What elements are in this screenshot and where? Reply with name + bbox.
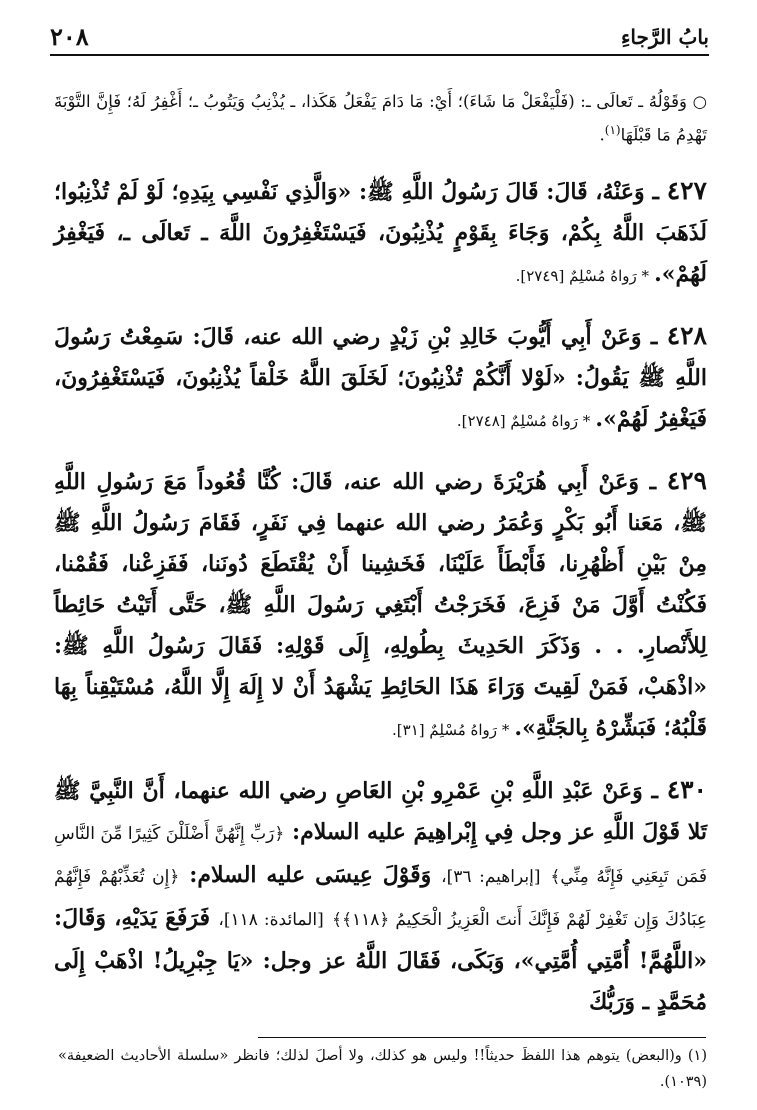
verse-ref-1: [إبراهيم: ٣٦]، (441, 866, 541, 887)
footnote-ref: (١) (604, 123, 621, 137)
intro-text: ○ وَقَوْلُهُ ـ تَعالَى ـ: (فَلْيَفْعَلْ مَا شَاءَ)؛ أَيْ: مَا دَامَ يَفْعَلُ هَكَذا، ـ يُذْنِبُ وَيَتُوبُ ـ؛ أَغْفِرُ لَهُ؛ فَإِنَّ التَّوْبَةَ تَهْدِمُ مَا قَبْلَهَا (54, 92, 707, 145)
hadith-text: ـ وَعَنْ أَبِي هُرَيْرَةَ رضي الله عنه، قَالَ: كُنَّا قُعُوداً مَعَ رَسُولِ اللَّهِ ﷺ، مَعَنا أَبُو بَكْرٍ وَعُمَرُ رضي الله عنهما فِي نَفَرٍ، فَقَامَ رَسُولُ اللَّهِ ﷺ مِنْ بَيْنِ أَظْهُرِنا، فَأَبْطَأَ عَلَيْنَا، فَخَشِينا أَنْ يُقْتَطَعَ دُونَنا، فَفَزِعْنا، فَقُمْنا، فَكُنْتُ أَوَّلَ مَنْ فَزِعَ، فَخَرَجْتُ أَبْتَغِي رَسُولَ اللَّهِ ﷺ، حَتَّى أَتَيْتُ حَائِطاً لِلأَنْصارِ. . . وَذَكَرَ الحَدِيثَ بِطُولِهِ، إِلَى قَوْلِهِ: فَقَالَ رَسُولُ اللَّهِ ﷺ: «اذْهَبْ، فَمَنْ لَقِيتَ وَرَاءَ هَذَا الحَائِطِ يَشْهَدُ أَنْ لا إِلَهَ إِلَّا اللَّهُ، مُسْتَيْقِناً بِهَا قَلْبُهُ؛ فَبَشِّرْهُ بِالجَنَّةِ». (54, 468, 707, 741)
verse-ref-2: [المائدة: ١١٨]، (218, 909, 324, 930)
hadith-text: ـ وَعَنْ أَبِي أَيُّوبَ خَالِدِ بْنِ زَيْدٍ رضي الله عنه، قَالَ: سَمِعْتُ رَسُولَ اللَّهِ ﷺ يَقُولُ: «لَوْلا أَنَّكُمْ تُذْنِبُونَ؛ لَخَلَقَ اللَّهُ خَلْقاً يُذْنِبُونَ، فَيَسْتَغْفِرُونَ، فَيَغْفِرُ لَهُمْ». (54, 323, 707, 432)
footnote-divider (258, 1037, 706, 1038)
intro-end: . (599, 125, 605, 145)
hadith-number: ٤٢٨ (666, 320, 707, 350)
hadith-number: ٤٢٩ (666, 465, 707, 495)
hadith-text-part2: وَقَوْلَ عِيسَى عليه السلام: (189, 861, 432, 888)
hadith-text-part3: فَرَفَعَ يَدَيْهِ، وَقَالَ: «اللَّهُمَّ! أُمَّتِي أُمَّتِي»، وَبَكَى، فَقَالَ اللَّهُ عز وجل: «يَا جِبْرِيلُ! اذْهَبْ إِلَى مُحَمَّدٍ ـ وَرَبُّكَ (54, 904, 707, 1015)
hadith-430 (54, 769, 707, 1023)
page-header (50, 14, 709, 56)
footnote: (١) و(البعض) يتوهم هذا اللفظَ حديثاً!! وليس هو كذلك، ولا أصلَ لذلك؛ فانظر «سلسلة الأحاديث الضعيفة» (١٠٣٩). (58, 1048, 707, 1090)
intro-paragraph (54, 88, 707, 150)
hadith-429 (54, 460, 707, 749)
running-title: بابُ الرَّجاءِ (621, 25, 709, 49)
hadith-source: * رَواهُ مُسْلِمٌ [٢٧٤٩]. (515, 266, 649, 285)
page-number: ٢٠٨ (50, 22, 89, 51)
hadith-text: ـ وَعَنْهُ، قَالَ: قَالَ رَسُولُ اللَّهِ ﷺ: «وَالَّذِي نَفْسِي بِيَدِهِ؛ لَوْ لَمْ تُذْنِبُوا؛ لَذَهَبَ اللَّهُ بِكُمْ، وَجَاءَ بِقَوْمٍ يُذْنِبُونَ، فَيَسْتَغْفِرُونَ اللَّهَ ـ تَعالَى ـ، فَيَغْفِرُ لَهُمْ». (54, 178, 707, 287)
hadith-number: ٤٣٠ (666, 774, 707, 804)
hadith-text-part1: ـ وَعَنْ عَبْدِ اللَّهِ بْنِ عَمْرِو بْنِ العَاصِ رضي الله عنهما، أَنَّ النَّبِيَّ ﷺ تَلا قَوْلَ اللَّهِ عز وجل فِي إِبْراهِيمَ عليه السلام: (54, 777, 707, 845)
quran-verse-2: ﴿إِن تُعَذِّبْهُمْ فَإِنَّهُمْ عِبَادُكَ وَإِن تَغْفِرْ لَهُمْ فَإِنَّكَ أَنتَ الْعَزِيزُ الْحَكِيمُ ﴿١١٨﴾﴾ (54, 866, 707, 930)
quran-verse-1: ﴿رَبِّ إِنَّهُنَّ أَضْلَلْنَ كَثِيرًا مِّنَ النَّاسِ فَمَن تَبِعَنِي فَإِنَّهُ مِنِّي﴾ (54, 823, 707, 887)
hadith-number: ٤٢٧ (666, 175, 707, 205)
hadith-source: * رَواهُ مُسْلِمٌ [٣١]. (392, 720, 510, 739)
hadith-427 (54, 170, 707, 295)
page-body (54, 88, 707, 1043)
hadith-source: * رَواهُ مُسْلِمٌ [٢٧٤٨]. (456, 411, 591, 430)
hadith-428 (54, 315, 707, 440)
